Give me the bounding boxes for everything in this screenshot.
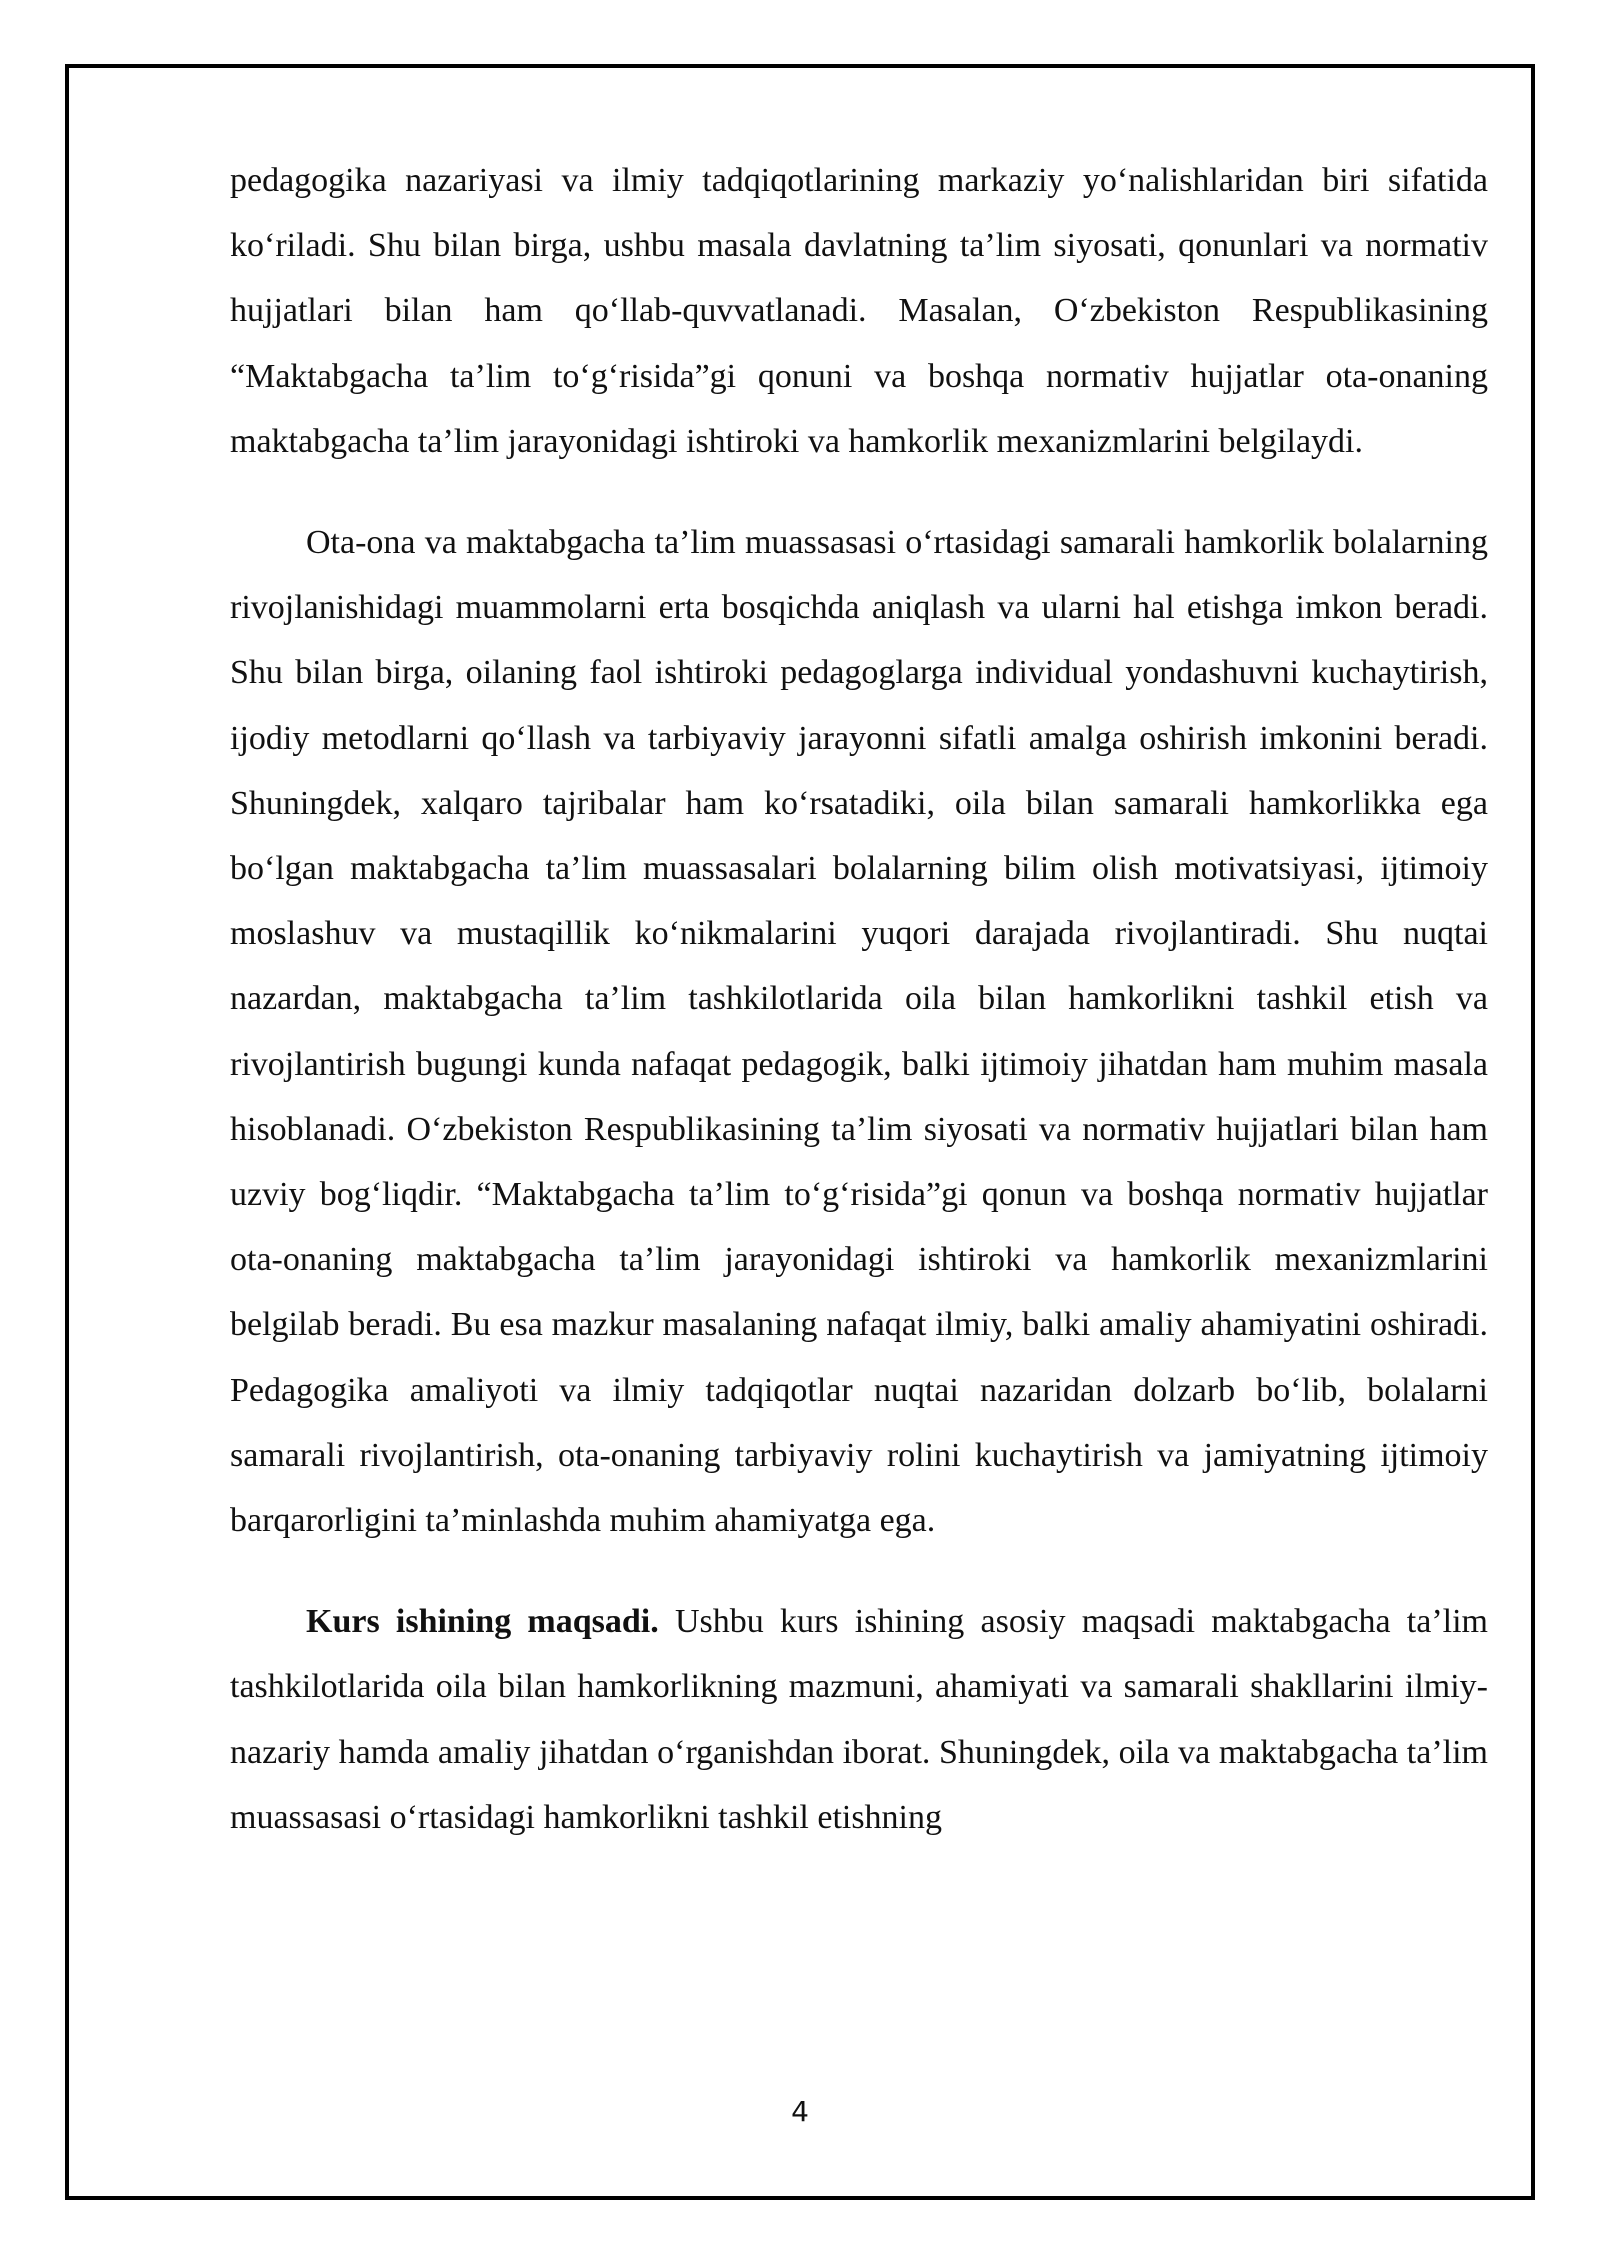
paragraph-3 <box>230 1589 1488 1850</box>
page-number: 4 <box>791 2095 809 2128</box>
document-body <box>230 148 1488 1850</box>
paragraph-3-bold-lead: Kurs ishining maqsadi. <box>306 1603 659 1641</box>
paragraph-3-text: Ushbu kurs ishining asosiy maqsadi maktabgacha ta’lim tashkilotlarida oila bilan hamkorlikning mazmuni, ahamiyati va samarali shakllarini ilmiy-nazariy hamda amaliy jihatdan o‘rganishdan iborat. Shuningdek, oila va maktabgacha ta’lim muassasasi o‘rtasidagi hamkorlikni tashkil etishning <box>230 1603 1489 1836</box>
paragraph-2: Ota-ona va maktabgacha ta’lim muassasasi o‘rtasidagi samarali hamkorlik bolalarning rivojlanishidagi muammolarni erta bosqichda aniqlash va ularni hal etishga imkon beradi. Shu bilan birga, oilaning faol ishtiroki pedagoglarga individual yondashuvni kuchaytirish, ijodiy metodlarni qo‘llash va tarbiyaviy jarayonni sifatli amalga oshirish imkonini beradi. Shuningdek, xalqaro tajribalar ham ko‘rsatadiki, oila bilan samarali hamkorlikka ega bo‘lgan maktabgacha ta’lim muassasalari bolalarning bilim olish motivatsiyasi, ijtimoiy moslashuv va mustaqillik ko‘nikmalarini yuqori darajada rivojlantiradi. Shu nuqtai nazardan, maktabgacha ta’lim tashkilotlarida oila bilan hamkorlikni tashkil etish va rivojlantirish bugungi kunda nafaqat pedagogik, balki ijtimoiy jihatdan ham muhim masala hisoblanadi. O‘zbekiston Respublikasining ta’lim siyosati va normativ hujjatlari bilan ham uzviy bog‘liqdir. “Maktabgacha ta’lim to‘g‘risida”gi qonun va boshqa normativ hujjatlar ota-onaning maktabgacha ta’lim jarayonidagi ishtiroki va hamkorlik mexanizmlarini belgilab beradi. Bu esa mazkur masalaning nafaqat ilmiy, balki amaliy ahamiyatini oshiradi. Pedagogika amaliyoti va ilmiy tadqiqotlar nuqtai nazaridan dolzarb bo‘lib, bolalarni samarali rivojlantirish, ota-onaning tarbiyaviy rolini kuchaytirish va jamiyatning ijtimoiy barqarorligini ta’minlashda muhim ahamiyatga ega. <box>230 524 1488 1540</box>
paragraph-1: pedagogika nazariyasi va ilmiy tadqiqotlarining markaziy yo‘nalishlaridan biri sifatida ko‘riladi. Shu bilan birga, ushbu masala davlatning ta’lim siyosati, qonunlari va normativ hujjatlari bilan ham qo‘llab-quvvatlanadi. Masalan, O‘zbekiston Respublikasining “Maktabgacha ta’lim to‘g‘risida”gi qonuni va boshqa normativ hujjatlar ota-onaning maktabgacha ta’lim jarayonidagi ishtiroki va hamkorlik mexanizmlarini belgilaydi. <box>230 162 1488 460</box>
